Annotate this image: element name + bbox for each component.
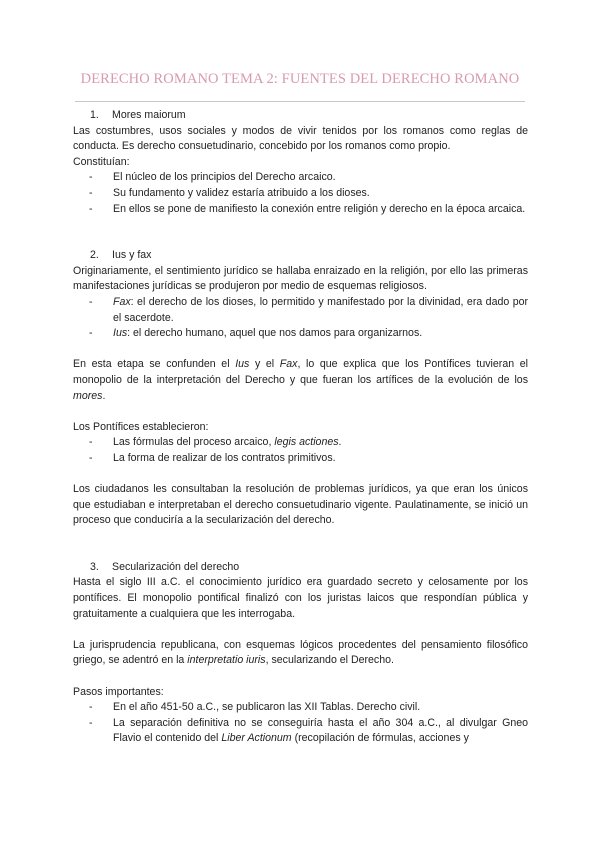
list-item: - En el año 451-50 a.C., se publicaron las XII Tablas. Derecho civil. <box>89 701 421 714</box>
paragraph: Las costumbres, usos sociales y modos de vivir tenidos por los romanos como reglas de conducta. Es derecho consuetudinario, concebido por los romanos como propio. <box>73 124 528 153</box>
bullet-list <box>73 295 528 342</box>
section-heading-secularizacion: 3. Secularización del derecho <box>90 560 240 573</box>
list-item: - La separación definitiva no se conseguiría hasta el año 304 a.C., al divulgar Gneo Flavio el contenido del Liber Actionum (recopilación de fórmulas, acciones y <box>89 716 528 745</box>
title-divider <box>75 101 525 102</box>
paragraph: Originariamente, el sentimiento jurídico se hallaba enraizado en la religión, por ello las primeras manifestaciones jurídicas se produjeron por medio de esquemas religiosos. <box>73 264 528 293</box>
paragraph: Constituían: <box>73 155 130 168</box>
paragraph: Pasos importantes: <box>73 685 164 698</box>
paragraph: La jurisprudencia republicana, con esquemas lógicos procedentes del pensamiento filosófico griego, se adentró en la interpretatio iuris, secularizando el Derecho. <box>73 638 528 667</box>
list-item: - Fax: el derecho de los dioses, lo permitido y manifestado por la divinidad, era dado por el sacerdote. <box>89 295 528 324</box>
section-heading-ius-fax: 2. Ius y fax <box>90 249 152 262</box>
document-body <box>73 108 528 747</box>
page-title: DERECHO ROMANO TEMA 2: FUENTES DEL DERECHO ROMANO <box>80 71 520 87</box>
bullet-list <box>73 435 528 466</box>
paragraph: Los ciudadanos les consultaban la resolución de problemas jurídicos, ya que eran los únicos que estudiaban e interpretaban el derecho consuetudinario vigente. Paulatinamente, se inició un proceso que conduciría a la secularización del derecho. <box>73 483 528 527</box>
list-item: - Su fundamento y validez estaría atribuido a los dioses. <box>89 186 370 199</box>
bullet-list <box>73 700 528 747</box>
list-item: - Las fórmulas del proceso arcaico, legis actiones. <box>89 436 342 449</box>
section-heading-mores: 1. Mores maiorum <box>90 109 186 121</box>
paragraph: En esta etapa se confunden el Ius y el Fax, lo que explica que los Pontífices tuvieran el monopolio de la interpretación del Derecho y que fueran los artífices de la evolución de los mores. <box>73 358 528 402</box>
list-item: - La forma de realizar de los contratos primitivos. <box>89 451 336 464</box>
bullet-list <box>73 170 528 217</box>
paragraph: Hasta el siglo III a.C. el conocimiento jurídico era guardado secreto y celosamente por los pontífices. El monopolio pontifical finalizó con los juristas laicos que respondían pública y gratuitamente a cualquiera que les interrogaba. <box>73 576 528 620</box>
list-item: - Ius: el derecho humano, aquel que nos damos para organizarnos. <box>89 327 423 340</box>
list-item: - El núcleo de los principios del Derecho arcaico. <box>89 171 336 184</box>
paragraph: Los Pontífices establecieron: <box>73 420 209 433</box>
list-item: - En ellos se pone de manifiesto la conexión entre religión y derecho en la época arcaica. <box>89 202 526 215</box>
